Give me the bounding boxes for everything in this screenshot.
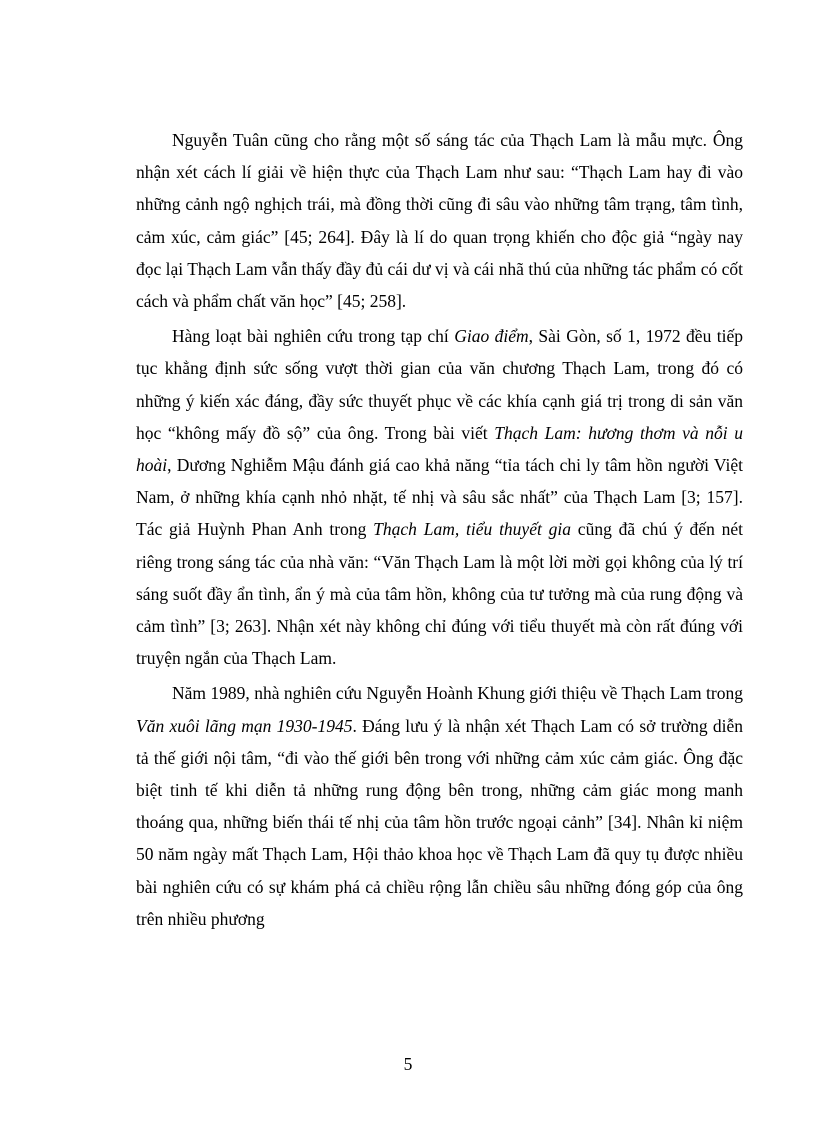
paragraph-2-text-1: Hàng loạt bài nghiên cứu trong tạp chí <box>172 326 455 347</box>
paragraph-1-text: Nguyễn Tuân cũng cho rằng một số sáng tác của Thạch Lam là mẫu mực. Ông nhận xét cách lí giải về hiện thực của Thạch Lam như sau: “Thạch Lam hay đi vào những cảnh ngộ nghịch trái, mà đồng thời cũng đi sâu vào những tâm trạng, tâm tình, cảm xúc, cảm giác” [45; 264]. Đây là lí do quan trọng khiến cho độc giả “ngày nay đọc lại Thạch Lam vẫn thấy đầy đủ cái dư vị và cái nhã thú của những tác phẩm có cốt cách và phẩm chất văn học” [45; 258]. <box>136 130 743 312</box>
article-title-thach-lam-tieu-thuyet-gia: Thạch Lam, tiểu thuyết gia <box>373 519 571 540</box>
article-title-thach-lam-huong-thom: Thạch Lam: hương thơm và nỗi u hoài <box>136 422 744 476</box>
paragraph-2-text-3: , Dương Nghiễm Mậu đánh giá cao khả năng “tỉa tách chi ly tâm hồn người Việt Nam, ở những khía cạnh nhỏ nhặt, tế nhị và sâu sắc nhất” của Thạch Lam [3; 157]. Tác giả Huỳnh Phan Anh trong <box>136 455 743 540</box>
paragraph-2 <box>136 320 743 674</box>
paragraph-2-text-4: cũng đã chú ý đến nét riêng trong sáng tác của nhà văn: “Văn Thạch Lam là một lời mời gọi không của lý trí sáng suốt đầy ẩn tình, ẩn ý mà của tâm hồn, không của tư tưởng mà của rung động và cảm tình” [3; 263]. Nhận xét này không chỉ đúng với tiểu thuyết mà còn rất đúng với truyện ngắn của Thạch Lam. <box>136 519 744 669</box>
paragraph-1 <box>136 124 743 317</box>
body-text <box>136 124 743 938</box>
journal-title-giao-diem: Giao điểm <box>454 326 529 347</box>
page-number: 5 <box>403 1054 413 1074</box>
paragraph-3-text-1: Năm 1989, nhà nghiên cứu Nguyễn Hoành Khung giới thiệu về Thạch Lam trong <box>172 683 743 704</box>
paragraph-2-text-2: , Sài Gòn, số 1, 1972 đều tiếp tục khẳng định sức sống vượt thời gian của văn chương Thạch Lam, trong đó có những ý kiến xác đáng, đầy sức thuyết phục về các khía cạnh giá trị trong di sản văn học “không mấy đồ sộ” của ông. Trong bài viết <box>136 326 743 443</box>
paragraph-3-text-2: . Đáng lưu ý là nhận xét Thạch Lam có sở trường diễn tả thế giới nội tâm, “đi vào thế giới bên trong với những cảm xúc cảm giác. Ông đặc biệt tinh tế khi diễn tả những rung động bên trong, những cảm giác mong manh thoáng qua, những biến thái tế nhị của tâm hồn trước ngoại cảnh” [34]. Nhân kỉ niệm 50 năm ngày mất Thạch Lam, Hội thảo khoa học về Thạch Lam đã quy tụ được nhiều bài nghiên cứu có sự khám phá cả chiều rộng lẫn chiều sâu những đóng góp của ông trên nhiều phương <box>136 715 743 929</box>
book-title-van-xuoi-lang-man: Văn xuôi lãng mạn 1930-1945 <box>136 715 353 736</box>
paragraph-3 <box>136 677 743 935</box>
